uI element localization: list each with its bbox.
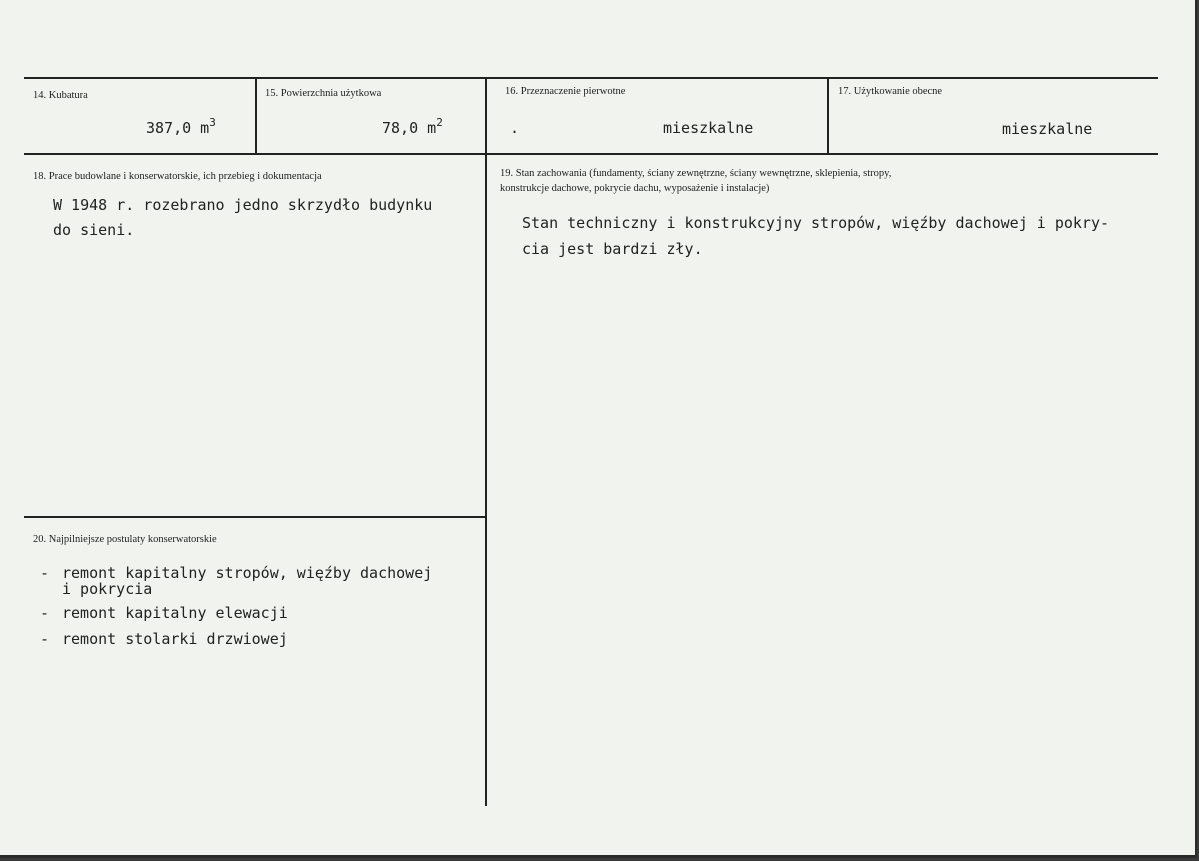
field-14-unit-exponent: 3 (209, 116, 216, 129)
field-14-label: 14. Kubatura (33, 90, 88, 101)
list-item-line-1: remont stolarki drzwiowej (62, 630, 288, 648)
field-19-label-line-1: 19. Stan zachowania (fundamenty, ściany zewnętrzne, ściany wewnętrzne, sklepienia, stropy, (500, 168, 892, 179)
field-19-line-2: cia jest bardzi zły. (522, 240, 703, 258)
field-16-label: 16. Przeznaczenie pierwotne (505, 86, 626, 97)
field-17-value: mieszkalne (1002, 120, 1093, 138)
column-divider-2 (485, 79, 487, 806)
field-20-label: 20. Najpilniejsze postulaty konserwatorskie (33, 534, 217, 545)
row-divider (24, 153, 1158, 155)
section-divider (24, 516, 485, 518)
field-19-line-1: Stan techniczny i konstrukcyjny stropów, więźby dachowej i pokry- (522, 214, 1109, 232)
field-16-value: mieszkalne (663, 119, 754, 137)
field-19-label-line-2: konstrukcje dachowe, pokrycie dachu, wyposażenie i instalacje) (500, 183, 770, 194)
column-divider-3 (827, 79, 829, 153)
list-item-line-1: remont kapitalny elewacji (62, 604, 288, 622)
list-dash: - (40, 630, 50, 648)
list-item-line-2: i pokrycia (62, 580, 153, 598)
field-17-label: 17. Użytkowanie obecne (838, 86, 943, 97)
field-18-label: 18. Prace budowlane i konserwatorskie, ich przebieg i dokumentacja (33, 171, 322, 182)
field-15-label: 15. Powierzchnia użytkowa (265, 88, 382, 99)
field-18-line-1: W 1948 r. rozebrano jedno skrzydło budynku (53, 196, 433, 214)
field-15-value: 78,0 $m^2$ (382, 116, 443, 137)
field-18-line-2: do sieni. (53, 221, 135, 239)
column-divider-1 (255, 79, 257, 153)
field-14-value: 387,0 $m^3$ (146, 116, 216, 137)
field-16-mark: . (510, 119, 520, 137)
list-item-line-1: remont kapitalny stropów, więźby dachowej (62, 564, 433, 582)
top-rule (24, 77, 1158, 79)
field-15-unit-exponent: 2 (436, 116, 443, 129)
list-dash: - (40, 564, 50, 582)
list-dash: - (40, 604, 50, 622)
